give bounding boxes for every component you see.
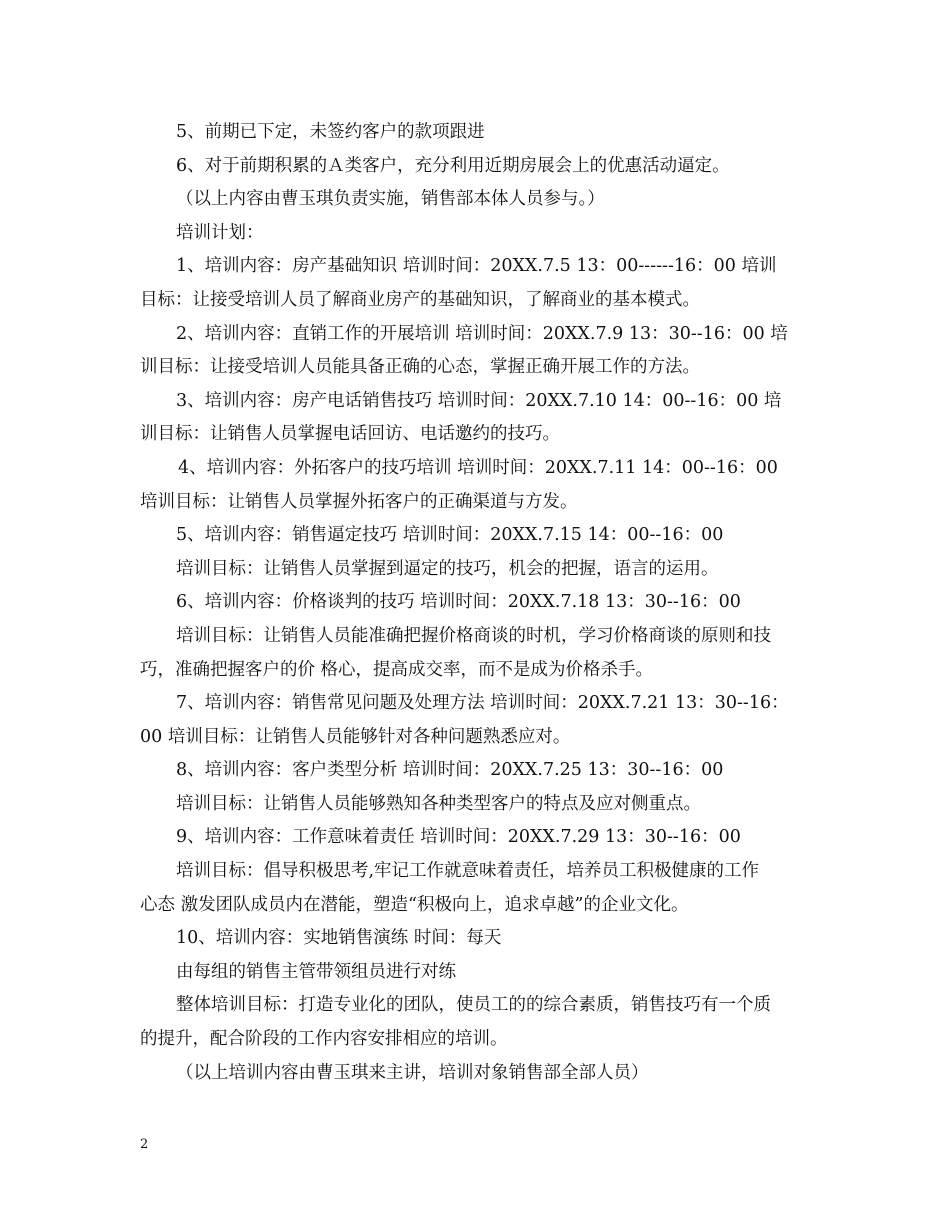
paragraph-line: 4、培训内容：外拓客户的技巧培训 培训时间：20XX.7.11 14：00--16：00 (178, 457, 778, 478)
paragraph-line: 1、培训内容：房产基础知识 培训时间：20XX.7.5 13：00------16：00 培训 (176, 256, 777, 277)
paragraph-line: 整体培训目标：打造专业化的团队，使员工的的综合素质，销售技巧有一个质 (176, 995, 771, 1016)
paragraph-line: 5、培训内容：销售逼定技巧 培训时间：20XX.7.15 14：00--16：00 (176, 525, 724, 546)
paragraph-line: 6、对于前期积累的Ａ类客户，充分利用近期房展会上的优惠活动逼定。 (176, 155, 730, 176)
paragraph-line: （以上培训内容由曹玉琪来主讲，培训对象销售部全部人员） (176, 1062, 649, 1083)
page-number: 2 (140, 1137, 149, 1152)
paragraph-line: （以上内容由曹玉琪负责实施，销售部本体人员参与。） (176, 189, 605, 210)
paragraph-line: 培训目标：让销售人员能准确把握价格商谈的时机，学习价格商谈的原则和技 (176, 625, 771, 646)
paragraph-line: 培训目标：让销售人员能够熟知各种类型客户的特点及应对侧重点。 (176, 793, 701, 814)
paragraph-line: 3、培训内容：房产电话销售技巧 培训时间：20XX.7.10 14：00--16：00 培 (176, 390, 782, 411)
paragraph-line: 培训目标：让销售人员掌握到逼定的技巧，机会的把握，语言的运用。 (176, 558, 719, 579)
section-heading: 培训计划： (176, 222, 264, 243)
paragraph-line: 2、培训内容：直销工作的开展培训 培训时间：20XX.7.9 13：30--16：00 培 (176, 323, 788, 344)
paragraph-line: 由每组的销售主管带领组员进行对练 (176, 961, 456, 982)
paragraph-line: 的提升，配合阶段的工作内容安排相应的培训。 (140, 1029, 508, 1050)
paragraph-line: 9、培训内容：工作意味着责任 培训时间：20XX.7.29 13：30--16：00 (176, 827, 741, 848)
paragraph-line: 7、培训内容：销售常见问题及处理方法 培训时间：20XX.7.21 13：30--16： (176, 693, 789, 714)
paragraph-line: 巧，准确把握客户的价 格心，提高成交率，而不是成为价格杀手。 (140, 659, 654, 680)
paragraph-line: 培训目标：倡导积极思考,牢记工作就意味着责任，培养员工积极健康的工作 (176, 861, 760, 882)
paragraph-line: 8、培训内容：客户类型分析 培训时间：20XX.7.25 13：30--16：00 (176, 760, 724, 781)
paragraph-line: 目标：让接受培训人员了解商业房产的基础知识，了解商业的基本模式。 (140, 289, 700, 310)
document-body (140, 116, 816, 1090)
paragraph-line: 5、前期已下定，未签约客户的款项跟进 (176, 122, 485, 142)
paragraph-line: 10、培训内容：实地销售演练 时间：每天 (176, 928, 502, 949)
paragraph-line: 培训目标：让销售人员掌握外拓客户的正确渠道与方发。 (140, 491, 578, 512)
paragraph-line: 训目标：让接受培训人员能具备正确的心态，掌握正确开展工作的方法。 (140, 357, 700, 378)
paragraph-line: 00 培训目标：让销售人员能够针对各种问题熟悉应对。 (140, 726, 571, 747)
paragraph-line: 心态 激发团队成员内在潜能，塑造“积极向上，追求卓越”的企业文化。 (140, 894, 689, 915)
paragraph-line: 训目标：让销售人员掌握电话回访、电话邀约的技巧。 (140, 424, 560, 445)
paragraph-line: 6、培训内容：价格谈判的技巧 培训时间：20XX.7.18 13：30--16：00 (176, 592, 741, 613)
